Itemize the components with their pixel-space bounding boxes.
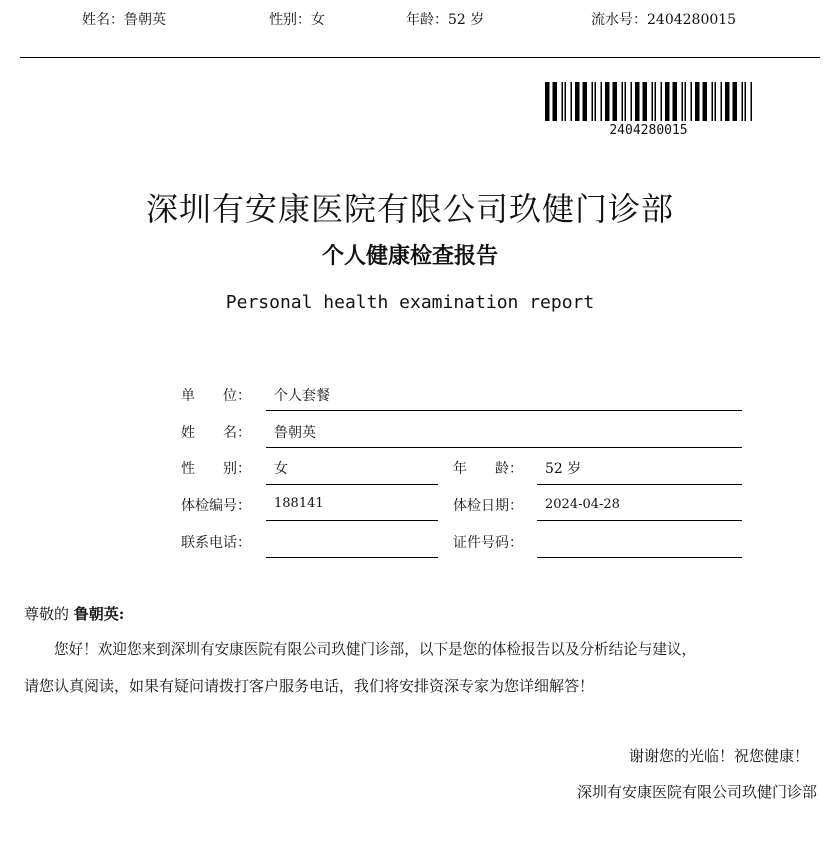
- header-serial-value: 2404280015: [647, 12, 737, 28]
- barcode-bar: [673, 82, 678, 121]
- thanks-line: 谢谢您的光临！祝您健康！: [628, 747, 809, 765]
- barcode-bar: [655, 82, 657, 121]
- exam-date-underline: [537, 520, 742, 521]
- header-age: [406, 9, 484, 29]
- barcode-bar: [631, 82, 633, 121]
- exam-date-value: 2024-04-28: [545, 497, 620, 512]
- gender-underline: [266, 484, 438, 485]
- barcode-bar: [613, 82, 618, 121]
- header-gender-value: 女: [311, 12, 325, 28]
- header-serial: [591, 9, 736, 29]
- barcode-bar: [751, 82, 753, 121]
- barcode-bar: [685, 82, 687, 121]
- header-name-label: 姓名：: [82, 12, 124, 28]
- name-underline: [266, 447, 742, 448]
- barcode-bar: [583, 82, 588, 121]
- name-value: 鲁朝英: [274, 425, 316, 441]
- exam-number-label: 体检编号：: [181, 498, 251, 514]
- barcode-bar: [545, 82, 550, 121]
- barcode-bar: [595, 82, 597, 121]
- barcode-bar: [635, 82, 640, 121]
- barcode-bar: [571, 82, 573, 121]
- barcode-bar: [712, 82, 714, 121]
- age-label: 年 龄：: [453, 461, 523, 477]
- unit-label: 单 位：: [181, 388, 251, 404]
- barcode-bar: [745, 82, 747, 121]
- greeting-prefix: 尊敬的: [24, 605, 70, 623]
- clinic-title: 深圳有安康医院有限公司玖健门诊部: [145, 190, 674, 228]
- barcode-bar: [721, 82, 723, 121]
- unit-value: 个人套餐: [274, 388, 330, 404]
- gender-value: 女: [274, 461, 288, 477]
- barcode-bar: [703, 82, 708, 121]
- barcode-bar: [553, 82, 558, 121]
- barcode-bar: [622, 82, 624, 121]
- barcode-bar: [575, 82, 580, 121]
- barcode-number: 2404280015: [609, 123, 688, 138]
- barcode-bar: [715, 82, 717, 121]
- id-label: 证件号码：: [453, 535, 523, 551]
- barcode-bar: [691, 82, 693, 121]
- id-underline: [537, 557, 742, 558]
- barcode-bar: [661, 82, 663, 121]
- phone-underline: [266, 557, 438, 558]
- gender-label: 性 别：: [181, 461, 251, 477]
- barcode-bar: [625, 82, 627, 121]
- header-age-value: 52 岁: [448, 12, 485, 28]
- barcode-bar: [695, 82, 700, 121]
- header-name-value: 鲁朝英: [124, 12, 166, 28]
- header-divider: [20, 57, 820, 58]
- barcode-bar: [643, 82, 648, 121]
- signature: 深圳有安康医院有限公司玖健门诊部: [576, 783, 817, 801]
- barcode-bar: [565, 82, 567, 121]
- report-title-cn: 个人健康检查报告: [321, 243, 498, 269]
- exam-date-label: 体检日期：: [453, 498, 523, 514]
- header-gender-label: 性别：: [269, 12, 311, 28]
- report-title-en: Personal health examination report: [225, 292, 595, 313]
- unit-underline: [266, 410, 742, 411]
- header-age-label: 年龄：: [406, 12, 448, 28]
- age-value: 52 岁: [545, 461, 582, 477]
- letter-line-2: 请您认真阅读，如果有疑问请拨打客户服务电话，我们将安排资深专家为您详细解答！: [24, 677, 595, 695]
- barcode-bar: [733, 82, 738, 121]
- exam-number-underline: [266, 520, 438, 521]
- barcode-bar: [682, 82, 684, 121]
- barcode-bar: [605, 82, 610, 121]
- letter-line-1: 您好！欢迎您来到深圳有安康医院有限公司玖健门诊部，以下是您的体检报告以及分析结论与建议，: [54, 641, 697, 658]
- barcode-bar: [592, 82, 594, 121]
- barcode-bar: [725, 82, 730, 121]
- barcode-bar: [562, 82, 564, 121]
- barcode-bar: [665, 82, 670, 121]
- barcode-bar: [601, 82, 603, 121]
- barcode-bar: [652, 82, 654, 121]
- barcode-image: [545, 82, 752, 121]
- header-serial-label: 流水号：: [591, 12, 647, 28]
- age-underline: [537, 484, 742, 485]
- barcode-bar: [742, 82, 744, 121]
- name-label: 姓 名：: [181, 425, 251, 441]
- header-gender: [269, 9, 325, 29]
- greeting: [24, 603, 124, 624]
- greeting-name: 鲁朝英:: [73, 605, 125, 623]
- header-name: [82, 9, 166, 29]
- phone-label: 联系电话：: [181, 535, 251, 551]
- exam-number-value: 188141: [274, 496, 324, 511]
